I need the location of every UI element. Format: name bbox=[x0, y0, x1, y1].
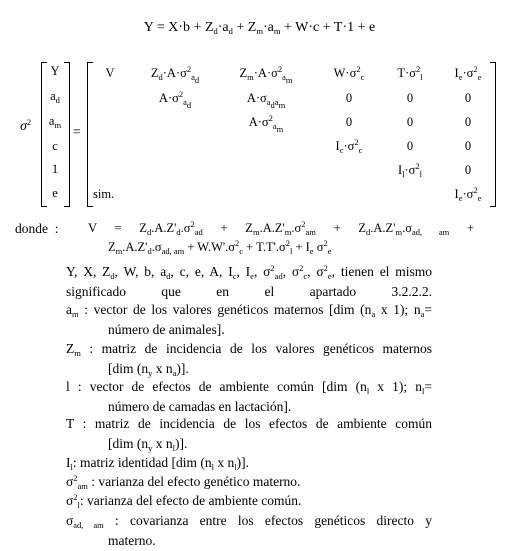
s2am-definition: $\sigma^2_{am}$ : varianza del efecto genético materno. bbox=[66, 473, 301, 491]
same-meaning-paragraph: Y, X, $Z_d$, W, b, $a_d$, c, e, A, $I_c$, $I_e$, $\sigma^2_{ad}$, $\sigma^2_c$, $\sigma^2_e$, tienen el mismo significado que en el apartado 3.2.2.2. bbox=[66, 263, 432, 299]
m44: $I_c\cdot\sigma^2_c$ bbox=[335, 137, 363, 155]
m55: $I_l\cdot\sigma^2_l$ bbox=[397, 161, 423, 179]
il-definition: $I_l$: matriz identidad [dim ($n_l$ x $n_l$)]. bbox=[66, 455, 249, 472]
equals-sign: = bbox=[73, 124, 81, 139]
m46: 0 bbox=[464, 139, 472, 153]
m61-sim: sim. bbox=[93, 187, 115, 201]
vector-1: 1 bbox=[51, 162, 59, 176]
m13: $Z_m\cdot A\cdot\sigma^2_{a_m}$ bbox=[239, 64, 293, 85]
m15: $T\cdot\sigma^2_l$ bbox=[397, 64, 423, 82]
vector-am: $a_m$ bbox=[48, 114, 62, 130]
m35: 0 bbox=[406, 115, 414, 129]
vector-c: c bbox=[52, 139, 58, 153]
sadam-definition: $\sigma_{ad, am}$ : covarianza entre los efectos genéticos directo y materno. bbox=[66, 513, 432, 548]
m25: 0 bbox=[406, 91, 414, 105]
m23: $A\cdot\sigma_{a_da_m}$ bbox=[246, 91, 286, 110]
t-definition: T : matriz de incidencia de los efectos de ambiente común [dim ($n_y$ x $n_l$)]. bbox=[66, 416, 432, 453]
vector-ad: $a_d$ bbox=[50, 89, 60, 105]
matrix-right-bracket bbox=[490, 62, 496, 207]
donde-label: donde : bbox=[15, 221, 59, 236]
m45: 0 bbox=[406, 139, 414, 153]
m34: 0 bbox=[345, 115, 353, 129]
model-equation: $Y = X\cdot b + Z_d\cdot a_d + Z_m\cdot a_m + W\cdot c + T\cdot 1 + e$ bbox=[143, 20, 376, 36]
zm-definition: $Z_m$ : matriz de incidencia de los valores genéticos maternos [dim ($n_y$ x $n_a$)]. bbox=[66, 341, 432, 378]
m24: 0 bbox=[345, 91, 353, 105]
sigma-squared: $\sigma^2$ bbox=[20, 117, 32, 134]
l-definition: l : vector de efectos de ambiente común [dim ($n_l$ x 1); $n_l=$ número de camadas en lactación]. bbox=[66, 379, 433, 414]
m26: 0 bbox=[464, 91, 472, 105]
m22: $A\cdot\sigma^2_{a_d}$ bbox=[158, 89, 192, 110]
s2l-definition: $\sigma^2_l$: varianza del efecto de ambiente común. bbox=[66, 492, 302, 510]
vector-right-bracket bbox=[64, 62, 70, 207]
m36: 0 bbox=[464, 115, 472, 129]
m12: $Z_d\cdot A\cdot\sigma^2_{a_d}$ bbox=[150, 64, 200, 85]
m11-v: V bbox=[105, 66, 115, 80]
v-definition-line1: $V = Z_d.A.Z'_d.\sigma^2_{ad} + Z_m.A.Z'_m.\sigma^2_{am} + Z_d.A.Z'_m.\sigma_{ad, am}$ + bbox=[88, 219, 474, 237]
vector-y: Y bbox=[50, 64, 60, 78]
m56: 0 bbox=[464, 163, 472, 177]
vector-e: e bbox=[52, 186, 58, 200]
m66: $I_e\cdot\sigma^2_e$ bbox=[454, 185, 482, 203]
vector-left-bracket bbox=[41, 62, 47, 207]
am-definition: $a_m$ : vector de los valores genéticos maternos [dim ($n_a$ x 1); $n_a=$ número de animales]. bbox=[66, 302, 433, 337]
v-definition-line2: $Z_m.A.Z'_d.\sigma_{ad, am} + W.W'.\sigma^2_c + T.T'.\sigma^2_l + I_e$ $\sigma^2_e$ bbox=[108, 238, 332, 256]
m14: $W\cdot\sigma^2_c$ bbox=[333, 64, 365, 82]
m33: $A\cdot\sigma^2_{a_m}$ bbox=[248, 113, 284, 134]
matrix-left-bracket bbox=[87, 62, 93, 207]
m16: $I_e\cdot\sigma^2_e$ bbox=[454, 64, 482, 82]
